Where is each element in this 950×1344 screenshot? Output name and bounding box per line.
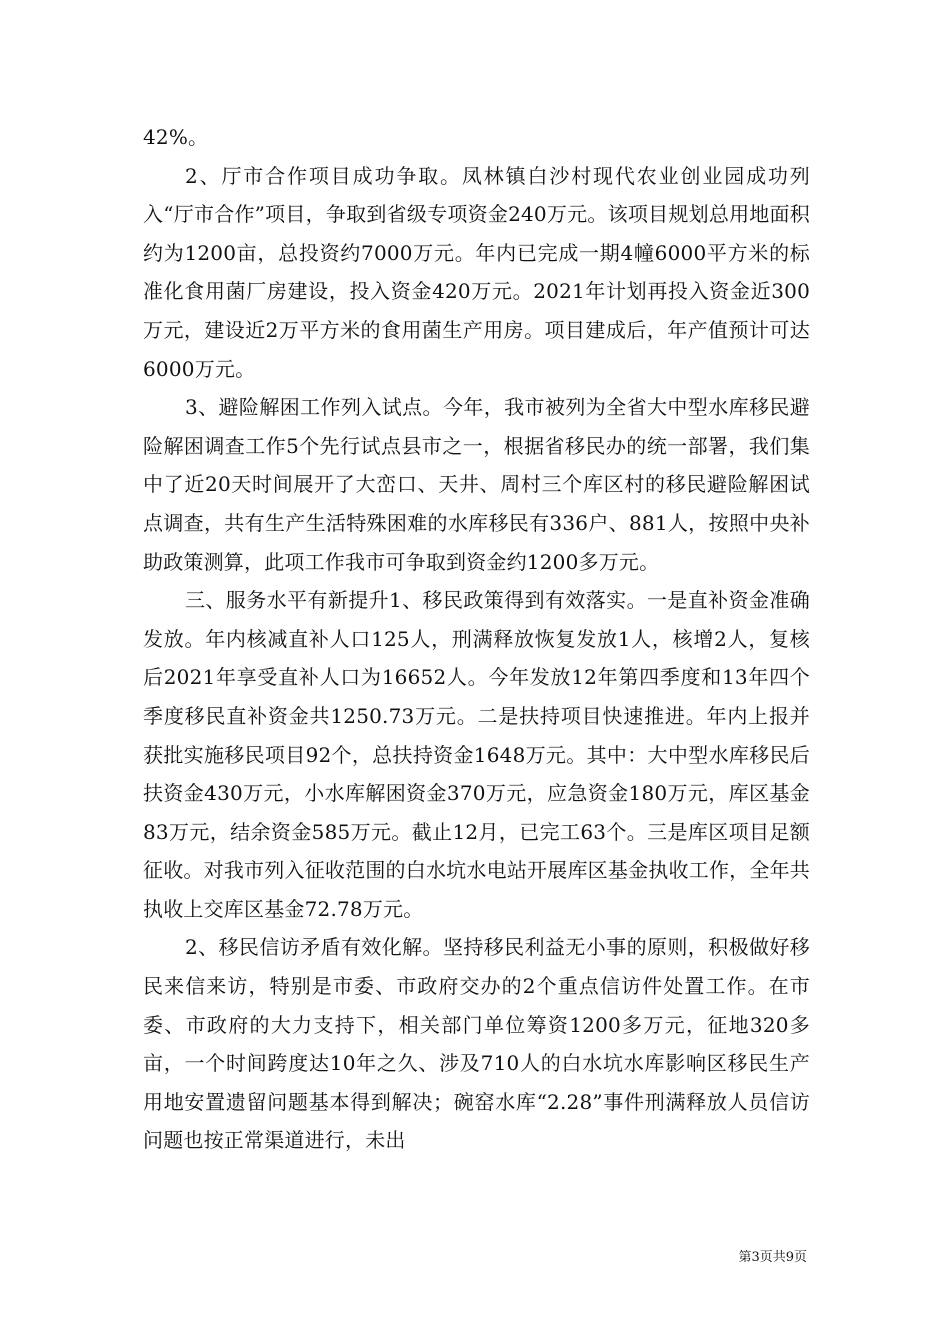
page-number: 第3页共9页 bbox=[738, 1250, 807, 1265]
document-body bbox=[143, 118, 810, 1160]
paragraph-risk-relief-pilot: 3、避险解困工作列入试点。今年，我市被列为全省大中型水库移民避险解困调查工作5个先行试点县市之一，根据省移民办的统一部署，我们集中了近20天时间展开了大峦口、天井、周村三个库区村的移民避险解困试点调查，共有生产生活特殊困难的水库移民有336户、881人，按照中央补助政策测算，此项工作我市可争取到资金约1200多万元。 bbox=[143, 395, 810, 574]
paragraph-continuation: 42%。 bbox=[143, 125, 209, 149]
paragraph-petition-resolution: 2、移民信访矛盾有效化解。坚持移民利益无小事的原则，积极做好移民来信来访，特别是市委、市政府交办的2个重点信访件处置工作。在市委、市政府的大力支持下，相关部门单位筹资1200多万元，征地320多亩，一个时间跨度达10年之久、涉及710人的白水坑水库影响区移民生产用地安置遗留问题基本得到解决；碗窑水库“2.28”事件刑满释放人员信访问题也按正常渠道进行，未出 bbox=[143, 935, 810, 1153]
paragraph-service-level: 三、服务水平有新提升1、移民政策得到有效落实。一是直补资金准确发放。年内核减直补人口125人，刑满释放恢复发放1人，核增2人，复核后2021年享受直补人口为16652人。今年发放12年第四季度和13年四个季度移民直补资金共1250.73万元。二是扶持项目快速推进。年内上报并获批实施移民项目92个，总扶持资金1648万元。其中：大中型水库移民后扶资金430万元，小水库解困资金370万元，应急资金180万元，库区基金83万元，结余资金585万元。截止12月，已完工63个。三是库区项目足额征收。对我市列入征收范围的白水坑水电站开展库区基金执收工作，全年共执收上交库区基金72.78万元。 bbox=[143, 588, 810, 921]
paragraph-cooperation-project: 2、厅市合作项目成功争取。凤林镇白沙村现代农业创业园成功列入“厅市合作”项目，争取到省级专项资金240万元。该项目规划总用地面积约为1200亩，总投资约7000万元。年内已完成一期4幢6000平方米的标准化食用菌厂房建设，投入资金420万元。2021年计划再投入资金近300万元，建设近2万平方米的食用菌生产用房。项目建成后，年产值预计可达6000万元。 bbox=[143, 163, 810, 381]
